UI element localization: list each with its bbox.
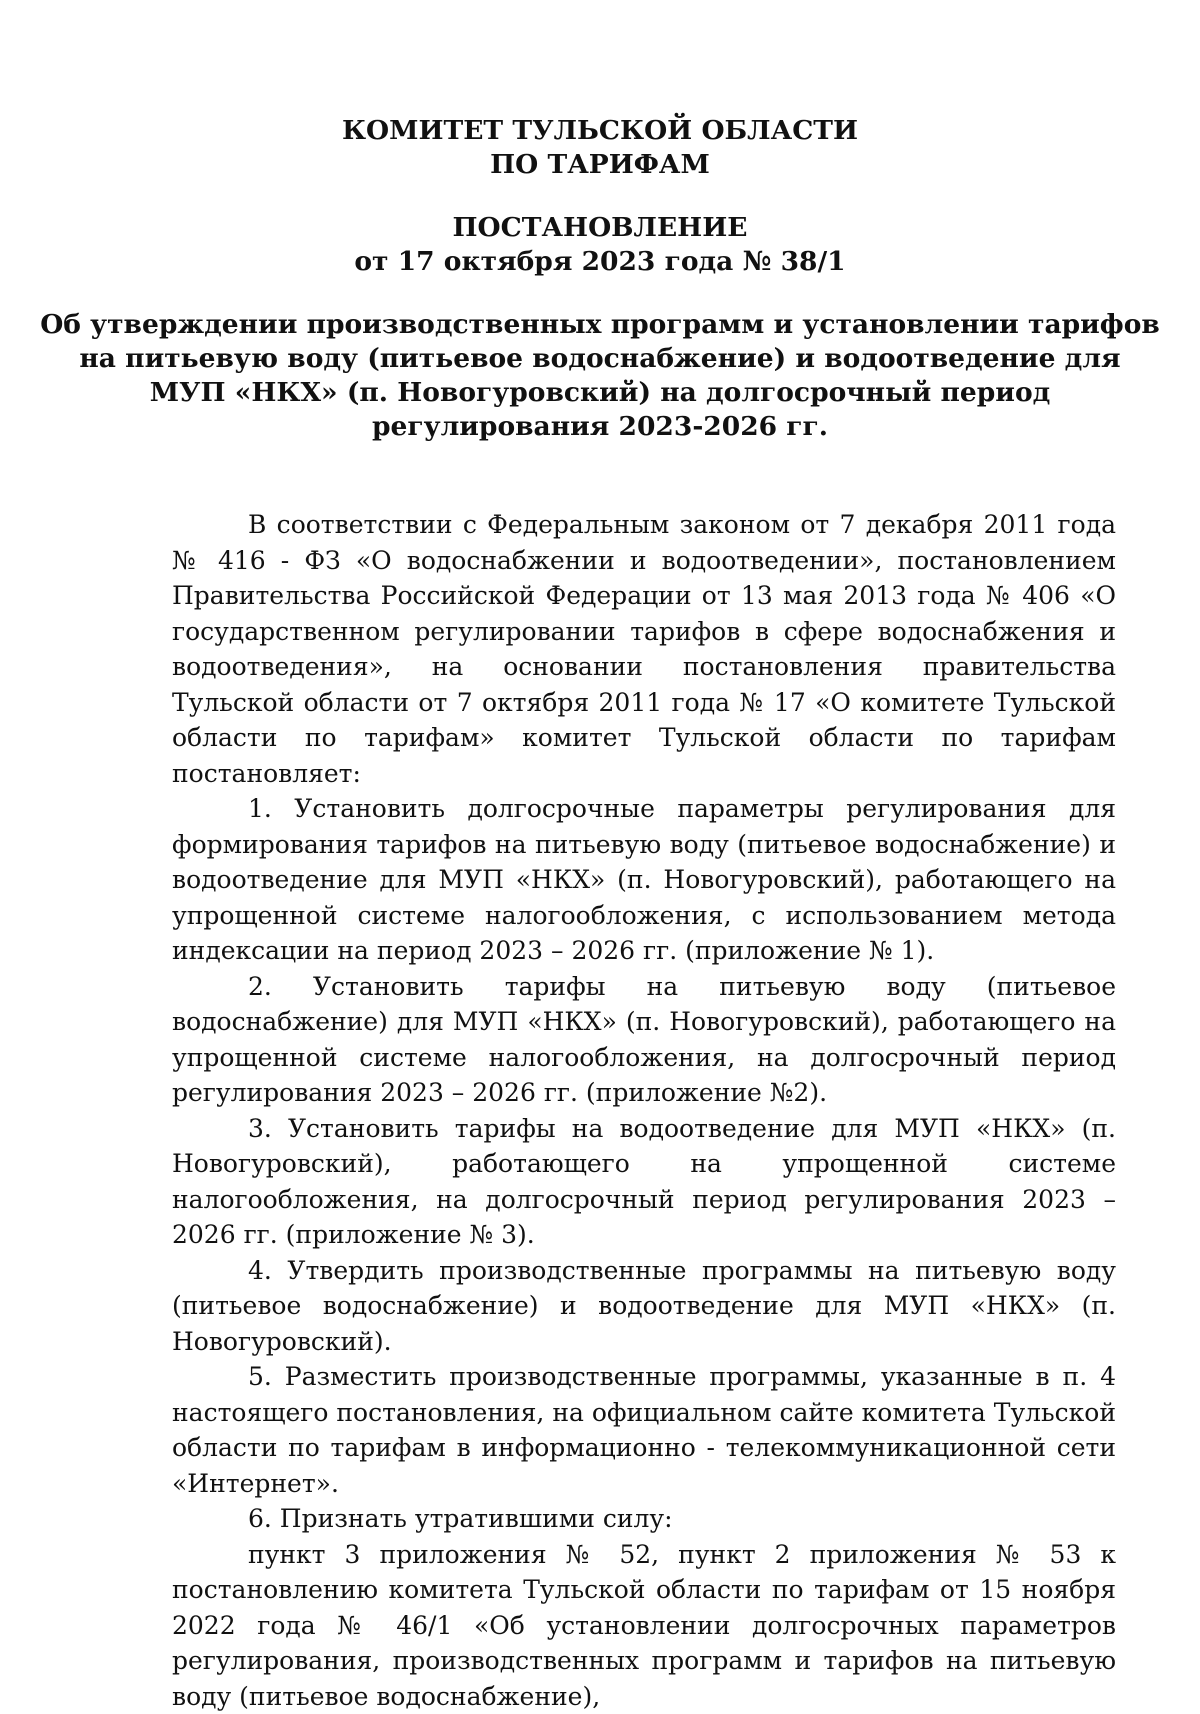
clause-3-paragraph: 3. Установить тарифы на водоотведение для МУП «НКХ» (п. Новогуровский), работающего на упрощенной системе налогообложения, на долгосрочный период регулирования 2023 – 2026 гг. (приложение № 3). <box>172 1111 1116 1253</box>
clause-2-paragraph: 2. Установить тарифы на питьевую воду (питьевое водоснабжение) для МУП «НКХ» (п. Новогуровский), работающего на упрощенной системе налогообложения, на долгосрочный период регулирования 2023 – 2026 гг. (приложение №2). <box>172 969 1116 1111</box>
committee-name <box>0 114 1200 182</box>
decree-heading <box>0 211 1200 279</box>
decree-title: ПОСТАНОВЛЕНИЕ <box>0 211 1200 245</box>
clause-4-paragraph: 4. Утвердить производственные программы на питьевую воду (питьевое водоснабжение) и водоотведение для МУП «НКХ» (п. Новогуровский). <box>172 1253 1116 1360</box>
preamble-paragraph: В соответствии с Федеральным законом от 7 декабря 2011 года № 416 - ФЗ «О водоснабжении и водоотведении», постановлением Правительства Российской Федерации от 13 мая 2013 года № 406 «О государственном регулировании тарифов в сфере водоснабжения и водоотведения», на основании постановления правительства Тульской области от 7 октября 2011 года № 17 «О комитете Тульской области по тарифам» комитет Тульской области по тарифам постановляет: <box>172 507 1116 791</box>
committee-name-line: ПО ТАРИФАМ <box>0 148 1200 182</box>
decree-subject-line: Об утверждении производственных программ и установлении тарифов <box>0 308 1200 342</box>
decree-subject-line: МУП «НКХ» (п. Новогуровский) на долгосрочный период <box>0 376 1200 410</box>
clause-1-paragraph: 1. Установить долгосрочные параметры регулирования для формирования тарифов на питьевую воду (питьевое водоснабжение) и водоотведение для МУП «НКХ» (п. Новогуровский), работающего на упрощенной системе налогообложения, с использованием метода индексации на период 2023 – 2026 гг. (приложение № 1). <box>172 791 1116 969</box>
decree-subject <box>0 308 1200 444</box>
document-body <box>172 507 1116 1714</box>
clause-6-paragraph: 6. Признать утратившими силу: <box>172 1501 1116 1537</box>
committee-name-line: КОМИТЕТ ТУЛЬСКОЙ ОБЛАСТИ <box>0 114 1200 148</box>
decree-subject-line: на питьевую воду (питьевое водоснабжение) и водоотведение для <box>0 342 1200 376</box>
decree-date-number: от 17 октября 2023 года № 38/1 <box>0 245 1200 279</box>
clause-6-detail-paragraph: пункт 3 приложения № 52, пункт 2 приложения № 53 к постановлению комитета Тульской области по тарифам от 15 ноября 2022 года № 46/1 «Об установлении долгосрочных параметров регулирования, производственных программ и тарифов на питьевую воду (питьевое водоснабжение), <box>172 1537 1116 1714</box>
decree-subject-line: регулирования 2023-2026 гг. <box>0 410 1200 444</box>
clause-5-paragraph: 5. Разместить производственные программы, указанные в п. 4 настоящего постановления, на официальном сайте комитета Тульской области по тарифам в информационно - телекоммуникационной сети «Интернет». <box>172 1359 1116 1501</box>
